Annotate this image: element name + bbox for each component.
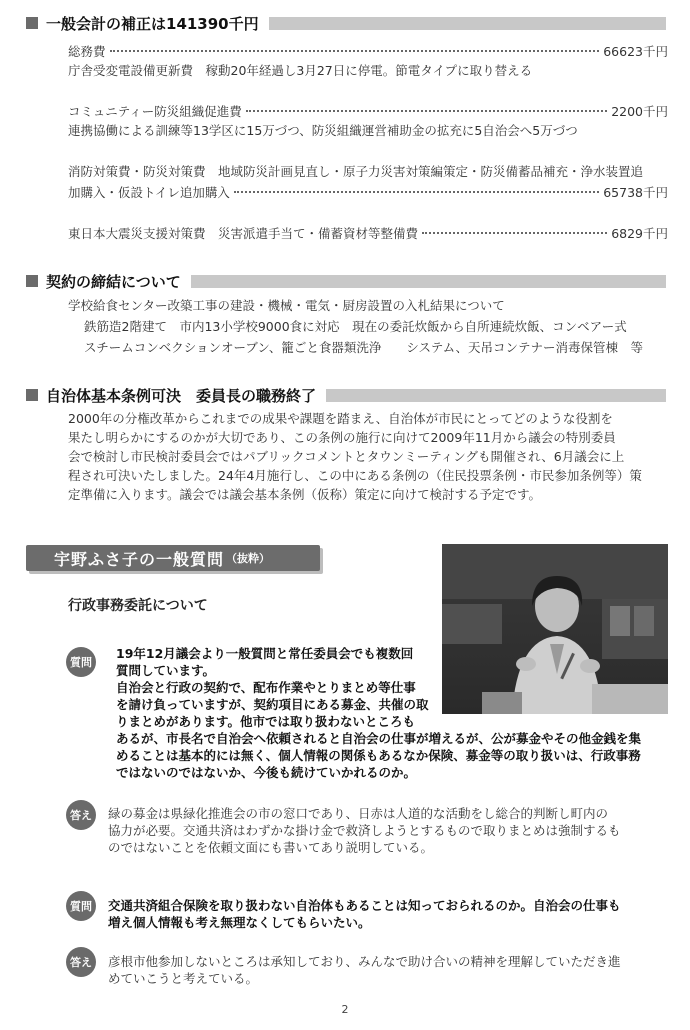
page-number: 2 bbox=[341, 1003, 349, 1016]
banner-title: 宇野ふさ子の一般質問 bbox=[54, 549, 225, 569]
paragraph-line: 程され可決いたしました。24年4月施行し、この中にある条例の（住民投票条例・市民参加条例等）策 bbox=[68, 468, 642, 483]
section-header-ordinance bbox=[26, 386, 666, 404]
paragraph-line: 定準備に入ります。議会では議会基本条例（仮称）策定に向けて検討する予定です。 bbox=[68, 487, 542, 502]
answer-line: 緑の募金は県緑化推進会の市の窓口であり、日赤は人道的な活動をし総合的判断し町内の bbox=[108, 806, 609, 821]
item-amount: 66623千円 bbox=[603, 44, 668, 59]
paragraph-line: 会で検討し市民検討委員会ではパブリックコメントとタウンミーティングも開催され、6月議会に上 bbox=[68, 449, 625, 464]
question-line: 自治会と行政の契約で、配布作業やとりまとめ等仕事 bbox=[116, 680, 416, 695]
item-note: 連携協働による訓練等13学区に15万づつ、防災組織運営補助金の拡充に5自治会へ5万づつ bbox=[68, 123, 578, 138]
budget-item-fire-disaster bbox=[68, 183, 668, 201]
contract-line: 学校給食センター改築工事の建設・機械・電気・厨房設置の入札結果について bbox=[68, 298, 505, 313]
answer-line: めていこうと考えている。 bbox=[108, 971, 259, 986]
item-label: 加購入・仮設トイレ追加購入 bbox=[68, 185, 230, 200]
item-label: 総務費 bbox=[68, 44, 106, 59]
question-2 bbox=[108, 897, 621, 931]
item-label: 東日本大震災支援対策費 災害派遣手当て・備蓄資材等整備費 bbox=[68, 226, 419, 241]
leader-dots bbox=[422, 232, 607, 234]
item-amount: 65738千円 bbox=[603, 185, 668, 200]
leader-dots bbox=[246, 110, 607, 112]
question-line: を請け負っていますが、契約項目にある募金、共催の取 bbox=[116, 697, 429, 712]
item-note: 消防対策費・防災対策費 地域防災計画見直し・原子力災害対策編策定・防災備蓄品補充・浄水装置追 bbox=[68, 164, 644, 179]
answer-line: 彦根市他参加しないところは承知しており、みんなで助け合いの精神を理解していただき進 bbox=[108, 954, 621, 969]
section-header-contract bbox=[26, 272, 666, 290]
ordinance-paragraph bbox=[68, 409, 668, 504]
leader-dots bbox=[234, 191, 599, 193]
item-amount: 6829千円 bbox=[611, 226, 668, 241]
paragraph-line: 2000年の分権改革からこれまでの成果や課題を踏まえ、自治体が市民にとってどのような役割を bbox=[68, 411, 613, 426]
section-title: 自治体基本条例可決 委員長の職務終了 bbox=[46, 386, 317, 405]
question-1-cont bbox=[116, 730, 641, 781]
answer-line: のではないことを依頼文面にも書いてあり説明している。 bbox=[108, 840, 434, 855]
question-badge: 質問 bbox=[66, 891, 96, 921]
contract-line: スチームコンベクションオーブン、籠ごと食器類洗浄 システム、天吊コンテナー消毒保管棟 等 bbox=[84, 340, 644, 355]
section-header-budget bbox=[26, 14, 666, 32]
contract-line: 鉄筋造2階建て 市内13小学校9000食に対応 現在の委託炊飯から自所連続炊飯、コンベアー式 bbox=[84, 319, 627, 334]
question-line: あるが、市長名で自治会へ依頼されると自治会の仕事が増えるが、公が募金やその他金銭を集 bbox=[116, 731, 642, 746]
square-bullet-icon bbox=[26, 389, 38, 401]
section-title: 契約の締結について bbox=[46, 272, 181, 291]
question-1 bbox=[116, 645, 429, 730]
answer-badge: 答え bbox=[66, 800, 96, 830]
question-line: りまとめがあります。他市では取り扱わないところも bbox=[116, 714, 416, 729]
item-note: 庁舎受変電設備更新費 稼動20年経過し3月27日に停電。節電タイプに取り替える bbox=[68, 63, 533, 78]
square-bullet-icon bbox=[26, 17, 38, 29]
speaker-photo bbox=[442, 544, 668, 714]
question-banner bbox=[26, 545, 320, 571]
item-label: コミュニティー防災組織促進費 bbox=[68, 104, 242, 119]
section-title: 一般会計の補正は141390千円 bbox=[46, 14, 259, 33]
answer-line: 協力が必要。交通共済はわずかな掛け金で救済しようとするもので取りまとめは強制するも bbox=[108, 823, 621, 838]
banner-subtitle: （抜粋） bbox=[226, 552, 271, 565]
question-line: 19年12月議会より一般質問と常任委員会でも複数回 bbox=[116, 646, 414, 661]
question-badge: 質問 bbox=[66, 647, 96, 677]
section-bar bbox=[191, 275, 666, 288]
question-line: めることは基本的には無く、個人情報の関係もあるなか保険、募金等の取り扱いは、行政事務 bbox=[116, 748, 641, 763]
question-line: 増え個人情報も考え無理なくしてもらいたい。 bbox=[108, 915, 371, 930]
question-line: ではないのではないか、今後も続けていかれるのか。 bbox=[116, 765, 417, 780]
budget-item-earthquake-support bbox=[68, 224, 668, 242]
paragraph-line: 果たし明らかにするのかが大切であり、この条例の施行に向けて2009年11月から議会の特別委員 bbox=[68, 430, 616, 445]
answer-2 bbox=[108, 953, 621, 987]
question-line: 交通共済組合保険を取り扱わない自治体もあることは知っておられるのか。自治会の仕事も bbox=[108, 898, 621, 913]
answer-1 bbox=[108, 805, 621, 856]
budget-item-community-disaster bbox=[68, 102, 668, 120]
answer-badge: 答え bbox=[66, 947, 96, 977]
square-bullet-icon bbox=[26, 275, 38, 287]
leader-dots bbox=[110, 50, 600, 52]
item-amount: 2200千円 bbox=[611, 104, 668, 119]
budget-item-general-affairs bbox=[68, 42, 668, 60]
question-topic: 行政事務委託について bbox=[68, 598, 208, 614]
section-bar bbox=[326, 389, 666, 402]
section-bar bbox=[269, 17, 666, 30]
question-line: 質問しています。 bbox=[116, 663, 216, 678]
